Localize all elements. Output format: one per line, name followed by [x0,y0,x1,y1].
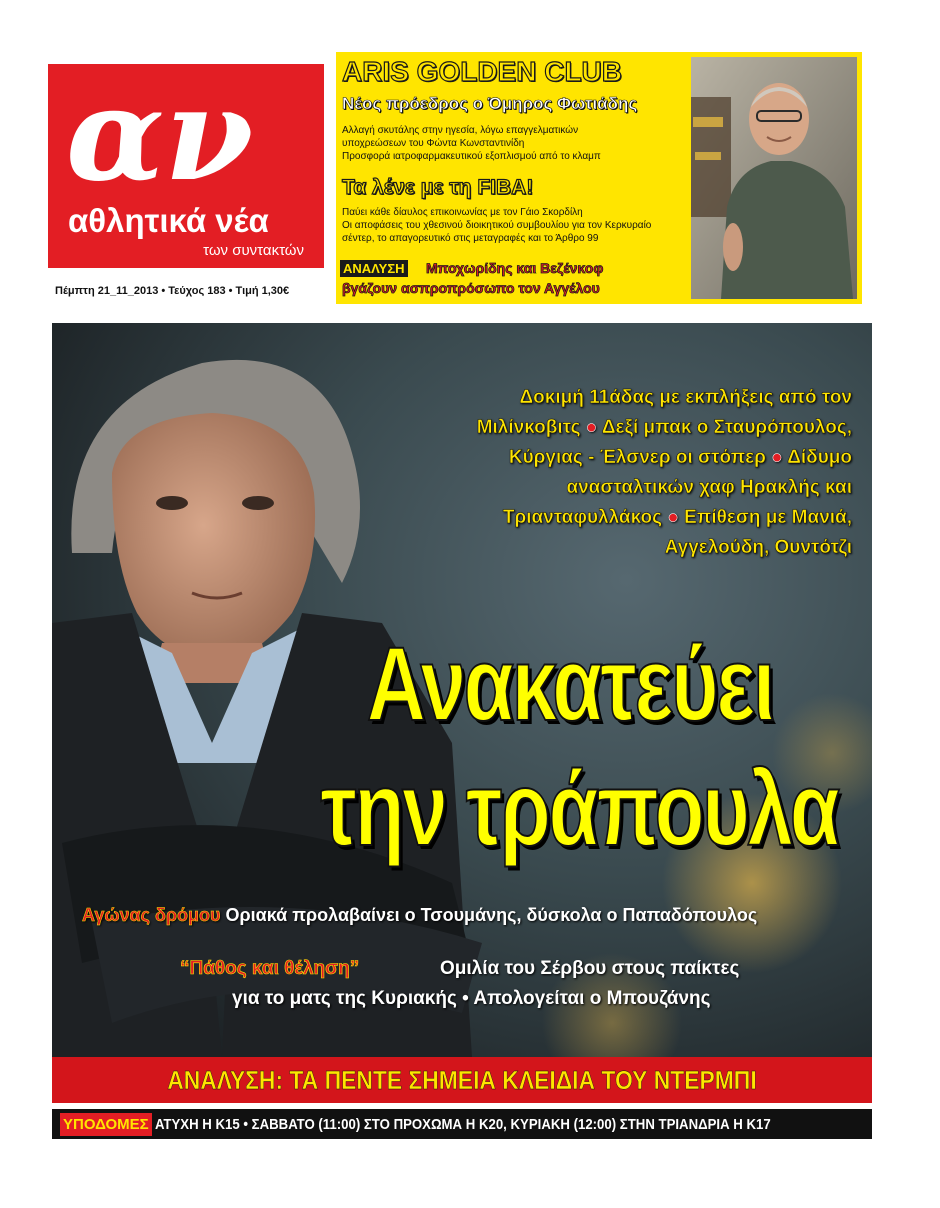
brand-logo-glyph [66,74,306,199]
bullet-dot-icon: ● [771,447,783,468]
aris-golden-club-title: ARIS GOLDEN CLUB [342,56,622,87]
deck-line [320,413,852,443]
masthead-logo-block [48,64,324,268]
deck-segment: Επίθεση με Μανιά, [684,507,852,528]
deck-segment: Κύργιας - Έλσνερ οι στόπερ [508,447,766,468]
aris-body-line: υποχρεώσεων του Φώντα Κωνσταντινίδη [342,138,525,149]
deck-line [320,473,852,503]
fiba-title: Τα λένε με τη FIBA! [342,176,534,199]
analysis-banner-text: ΑΝΑΛΥΣΗ: ΤΑ ΠΕΝΤΕ ΣΗΜΕΙΑ ΚΛΕΙΔΙΑ ΤΟΥ ΝΤΕΡΜΠΙ [167,1064,757,1095]
deck-segment: Δεξί μπακ ο Σταυρόπουλος, [601,417,852,438]
deck-segment: Αγγελούδη, Ουντότζι [664,537,852,558]
bullet-dot-icon: ● [585,417,598,438]
deck-line [320,443,852,473]
analysi-headline-line1: Μποχωρίδης και Βεζένκοφ [426,260,604,276]
logo-text: αν [66,74,254,199]
fiba-body-line: Οι αποφάσεις του χθεσινού διοικητικού συμβουλίου για τον Κερκυραίο [342,220,652,231]
pathos-text-line2: για το ματς της Κυριακής • Απολογείται ο Μπουζάνης [232,988,711,1009]
aris-body [342,124,601,163]
pathos-text-line1: Ομιλία του Σέρβου στους παίκτες [440,958,740,979]
president-photo [691,57,857,299]
issue-info: Πέμπτη 21_11_2013 • Τεύχος 183 • Τιμή 1,30€ [55,285,290,297]
ypodomes-text: ΑΤΥΧΗ Η Κ15 • ΣΑΒΒΑΤΟ (11:00) ΣΤΟ ΠΡΟΧΩΜΑ Η Κ20, ΚΥΡΙΑΚΗ (12:00) ΣΤΗΝ ΤΡΙΑΝΔΡΙΑ Η Κ17 [154,1115,771,1133]
aris-subtitle: Νέος πρόεδρος ο Όμηρος Φωτιάδης [342,94,638,113]
deck-line [320,503,852,533]
deck-segment: Δίδυμο [787,447,852,468]
deck-line [320,533,852,563]
fiba-body [342,206,651,245]
analysi-headline-line2: βγάζουν ασπροπρόσωπο τον Αγγέλου [342,280,600,296]
deck-line [320,383,852,413]
main-deck [320,383,852,563]
brand-tagline: των συντακτών [203,242,304,259]
deck-segment: Δοκιμή 11άδας με εκπλήξεις από τον [519,387,852,408]
agon-label: Αγώνας δρόμου [82,905,221,925]
top-stories-panel [336,52,686,304]
fiba-body-line: Παύει κάθε δίαυλος επικοινωνίας με τον Γάιο Σκορδίλη [342,207,583,218]
bullet-dot-icon: ● [667,507,679,528]
analysis-banner [52,1057,872,1103]
fiba-body-line: σέντερ, το απαγορευτικό στις μεταγραφές και το Άρθρο 99 [342,233,599,244]
aris-body-line: Προσφορά ιατροφαρμακευτικού εξοπλισμού από το κλαμπ [342,151,601,162]
brand-name: αθλητικά νέα [68,202,269,239]
ypodomes-banner [52,1109,872,1139]
deck-segment: Μιλίνκοβιτς [476,417,581,438]
main-headline-line2: την τράπουλα [320,751,838,868]
top-photo-frame [686,52,862,304]
aris-body-line: Αλλαγή σκυτάλης στην ηγεσία, λόγω επαγγελματικών [342,125,579,136]
main-headline-line1: Ανακατεύει [366,626,774,743]
ypodomes-label: ΥΠΟΔΟΜΕΣ [60,1113,152,1136]
agon-story [82,905,757,926]
pathos-label: “Πάθος και θέληση” [180,958,360,979]
analysi-label: ΑΝΑΛΥΣΗ [340,260,408,277]
deck-segment: Τριανταφυλλάκος [502,507,663,528]
agon-text: Οριακά προλαβαίνει ο Τσουμάνης, δύσκολα ο Παπαδόπουλος [225,905,758,925]
deck-segment: ανασταλτικών χαφ Ηρακλής και [566,477,852,498]
